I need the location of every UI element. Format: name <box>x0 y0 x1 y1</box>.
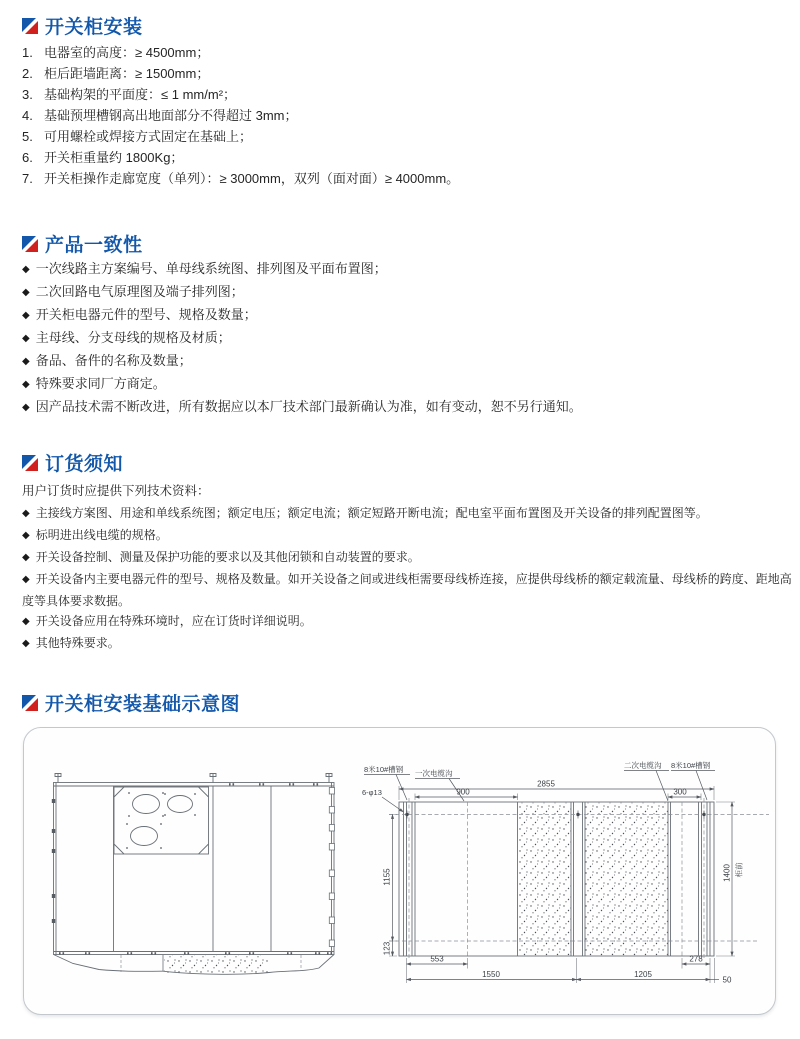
list-item <box>22 168 459 189</box>
dim-overall-width: 2855 <box>537 779 555 789</box>
list-item <box>22 126 459 147</box>
dim-900: 900 <box>456 787 470 797</box>
list-item <box>22 611 792 633</box>
dim-1550: 1550 <box>482 970 500 979</box>
dim-553: 553 <box>430 954 444 964</box>
item-text: 基础预埋槽钢高出地面部分不得超过 3mm； <box>44 108 298 123</box>
diamond-bullet-icon: ◆ <box>22 264 30 275</box>
section-ordering-header <box>0 449 800 476</box>
item-text: 特殊要求同厂方商定。 <box>35 376 166 391</box>
section-marker-icon <box>22 455 38 471</box>
secondary-cable-trench-label: 二次电缆沟 <box>624 761 662 770</box>
list-item <box>22 304 582 327</box>
section-title: 开关柜安装 <box>45 17 143 38</box>
list-item <box>22 84 459 105</box>
ordering-list <box>22 481 792 655</box>
diamond-bullet-icon: ◆ <box>22 402 30 413</box>
cabinet-front-label: 柜前 <box>734 862 744 878</box>
item-text: 主接线方案图、用途和单线系统图；额定电压；额定电流；额定短路开断电流；配电室平面布置图及开关设备的排列配置图等。 <box>35 506 708 520</box>
list-item <box>22 503 792 525</box>
section-foundation-header <box>0 689 800 716</box>
dim-300: 300 <box>673 787 687 797</box>
list-item <box>22 105 459 126</box>
channel-steel-right-label: 8米10#槽钢 <box>671 761 711 770</box>
list-item <box>22 569 792 611</box>
item-text: 一次线路主方案编号、单母线系统图、排列图及平面布置图； <box>35 261 387 276</box>
section-title: 订货须知 <box>45 454 124 475</box>
anchor-holes-label: 6-φ13 <box>362 788 382 797</box>
item-text: 柜后距墙距离：≥ 1500mm； <box>44 66 210 81</box>
diamond-bullet-icon: ◆ <box>22 530 30 541</box>
item-text: 开关设备内主要电器元件的型号、规格及数量。如开关设备之间或进线柜需要母线桥连接，应提供母线桥的额定载流量、母线桥的跨度、距地高度等具体要求数据。 <box>22 572 792 608</box>
list-item <box>22 63 459 84</box>
diamond-bullet-icon: ◆ <box>22 616 30 627</box>
section-title: 开关柜安装基础示意图 <box>45 694 241 715</box>
section-foundation <box>0 689 800 716</box>
foundation-diagram <box>24 728 777 1016</box>
dim-1155: 1155 <box>382 868 392 886</box>
diamond-bullet-icon: ◆ <box>22 574 30 585</box>
primary-cable-trench-label: 一次电缆沟 <box>415 769 453 778</box>
ordering-intro: 用户订货时应提供下列技术资料： <box>22 484 210 498</box>
item-number: 6. <box>22 150 33 165</box>
list-item <box>22 147 459 168</box>
item-text: 开关柜操作走廊宽度（单列）：≥ 3000mm，双列（面对面）≥ 4000mm。 <box>44 171 460 186</box>
diamond-bullet-icon: ◆ <box>22 310 30 321</box>
diamond-bullet-icon: ◆ <box>22 287 30 298</box>
section-title: 产品一致性 <box>45 235 143 256</box>
item-text: 开关柜电器元件的型号、规格及数量； <box>35 307 257 322</box>
list-item <box>22 373 582 396</box>
section-consistency-header <box>0 230 800 257</box>
foundation-diagram-card <box>23 727 776 1015</box>
dim-50: 50 <box>722 975 732 985</box>
item-text: 备品、备件的名称及数量； <box>35 353 192 368</box>
list-item <box>22 327 582 350</box>
list-item <box>22 42 459 63</box>
callout-labels <box>362 760 711 797</box>
item-text: 二次回路电气原理图及端子排列图； <box>35 284 244 299</box>
item-text: 其他特殊要求。 <box>35 636 120 650</box>
channel-steel-left-label: 8米10#槽钢 <box>364 765 404 774</box>
cabinet-foundation-section <box>54 955 335 975</box>
item-text: 电器室的高度：≥ 4500mm； <box>44 45 210 60</box>
diamond-bullet-icon: ◆ <box>22 333 30 344</box>
item-number: 7. <box>22 171 33 186</box>
cabinet-elevation-drawing <box>54 774 335 955</box>
item-number: 3. <box>22 87 33 102</box>
item-number: 5. <box>22 129 33 144</box>
diamond-bullet-icon: ◆ <box>22 638 30 649</box>
item-number: 2. <box>22 66 33 81</box>
section-ordering <box>0 449 800 476</box>
section-marker-icon <box>22 695 38 711</box>
item-text: 开关柜重量约 1800Kg； <box>44 150 184 165</box>
item-text: 标明进出线电缆的规格。 <box>35 528 168 542</box>
item-text: 开关设备控制、测量及保护功能的要求以及其他闭锁和自动装置的要求。 <box>35 550 420 564</box>
list-item <box>22 281 582 304</box>
item-number: 1. <box>22 45 33 60</box>
section-install <box>0 12 800 39</box>
cable-trench-fills <box>519 803 668 956</box>
list-item <box>22 547 792 569</box>
diamond-bullet-icon: ◆ <box>22 379 30 390</box>
item-text: 可用螺栓或焊接方式固定在基础上； <box>44 129 253 144</box>
list-item <box>22 525 792 547</box>
list-item <box>22 396 582 419</box>
cabinet-bolt-marks <box>52 783 332 954</box>
dim-123: 123 <box>382 941 392 956</box>
item-text: 基础构架的平面度：≤ 1 mm/m²； <box>44 87 237 102</box>
section-marker-icon <box>22 236 38 252</box>
dim-1205: 1205 <box>634 970 652 979</box>
item-text: 开关设备应用在特殊环境时，应在订货时详细说明。 <box>35 614 312 628</box>
list-item <box>22 258 582 281</box>
section-marker-icon <box>22 18 38 34</box>
item-text: 因产品技术需不断改进，所有数据应以本厂技术部门最新确认为准，如有变动，恕不另行通知。 <box>35 399 582 414</box>
section-install-header <box>0 12 800 39</box>
dim-278: 278 <box>689 954 703 964</box>
install-list <box>22 42 459 189</box>
dim-1400: 1400 <box>722 864 732 882</box>
consistency-list <box>22 258 582 419</box>
list-item <box>22 633 792 655</box>
diamond-bullet-icon: ◆ <box>22 552 30 563</box>
plan-centerlines <box>389 798 769 959</box>
item-number: 4. <box>22 108 33 123</box>
list-item <box>22 350 582 373</box>
section-consistency <box>0 230 800 257</box>
diamond-bullet-icon: ◆ <box>22 356 30 367</box>
item-text: 主母线、分支母线的规格及材质； <box>35 330 231 345</box>
diamond-bullet-icon: ◆ <box>22 508 30 519</box>
